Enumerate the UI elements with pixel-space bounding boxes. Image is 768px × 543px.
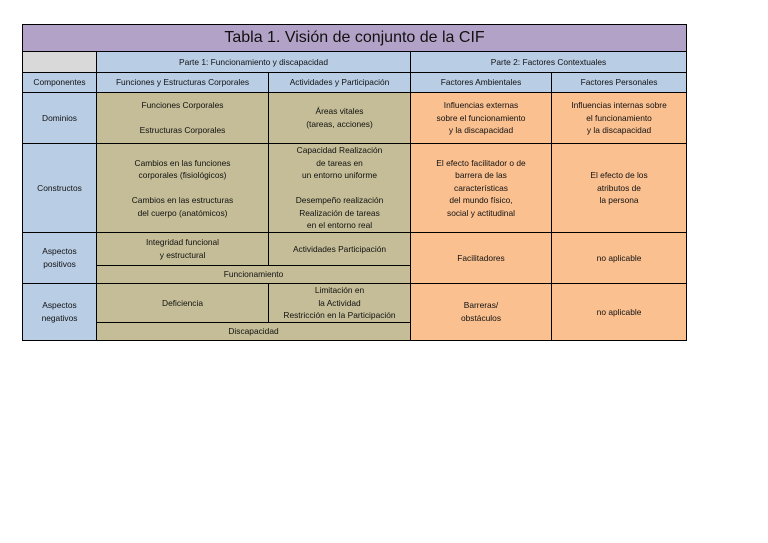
domain-personal-line: el funcionamiento — [586, 112, 652, 123]
construct-environmental-line: El efecto facilitador o de — [436, 157, 526, 168]
construct-activities-line: Desempeño realización — [295, 195, 384, 205]
positive-activities-cell: Actividades Participación — [269, 233, 411, 266]
positive-environmental-cell: Facilitadores — [411, 233, 552, 284]
construct-activities-line: Capacidad Realización — [296, 145, 383, 156]
table-title: Tabla 1. Visión de conjunto de la CIF — [23, 25, 687, 52]
construct-body-line: corporales (fisiológicos) — [138, 170, 227, 181]
construct-personal-line: atributos de — [597, 182, 641, 193]
component-personal-factors: Factores Personales — [552, 73, 687, 93]
construct-activities-line: Realización de tareas — [299, 207, 380, 218]
domain-activities-line: (tareas, acciones) — [306, 119, 373, 129]
construct-activities-line: de tareas en — [316, 157, 363, 168]
constructs-label: Constructos — [23, 144, 97, 233]
disability-merged-cell: Discapacidad — [97, 322, 411, 340]
negative-activities-line: Restricción en la Participación — [283, 310, 396, 321]
domain-personal-line: y la discapacidad — [586, 125, 652, 136]
construct-personal-line: El efecto de los — [590, 170, 648, 181]
construct-activities-line: un entorno uniforme — [302, 170, 377, 181]
construct-cell-activities — [269, 144, 411, 233]
domain-personal-line: Influencias internas sobre — [571, 100, 667, 111]
negative-label — [23, 284, 97, 341]
construct-personal-line: la persona — [599, 195, 639, 206]
negative-environmental-cell — [411, 284, 552, 341]
component-activities-participation: Actividades y Participación — [269, 73, 411, 93]
negative-environmental-line: obstáculos — [460, 312, 502, 323]
negative-row — [23, 284, 687, 323]
parts-row — [23, 52, 687, 73]
constructs-row — [23, 144, 687, 233]
positive-body-line: Integridad funcional — [145, 237, 220, 248]
domain-environmental-line: y la discapacidad — [448, 125, 514, 136]
domain-body-line: Estructuras Corporales — [139, 125, 226, 135]
domains-label: Dominios — [23, 93, 97, 144]
negative-environmental-line: Barreras/ — [463, 300, 499, 311]
positive-row — [23, 233, 687, 266]
part1-header: Parte 1: Funcionamiento y discapacidad — [97, 52, 411, 73]
part2-header: Parte 2: Factores Contextuales — [411, 52, 687, 73]
negative-activities-cell — [269, 284, 411, 323]
negative-activities-line: Limitación en — [314, 285, 365, 295]
construct-activities-line: en el entorno real — [306, 220, 373, 231]
components-row — [23, 73, 687, 93]
functioning-merged-cell: Funcionamiento — [97, 266, 411, 284]
construct-cell-body — [97, 144, 269, 233]
corner-cell — [23, 52, 97, 73]
positive-body-cell — [97, 233, 269, 266]
component-environmental-factors: Factores Ambientales — [411, 73, 552, 93]
construct-cell-personal — [552, 144, 687, 233]
positive-body-line: y estructural — [159, 250, 206, 260]
positive-personal-cell: no aplicable — [552, 233, 687, 284]
domain-cell-activities — [269, 93, 411, 144]
construct-cell-environmental — [411, 144, 552, 233]
domain-cell-body — [97, 93, 269, 144]
domain-environmental-line: Influencias externas — [443, 100, 519, 111]
domain-environmental-line: sobre el funcionamiento — [436, 112, 526, 123]
construct-environmental-line: del mundo físico, — [449, 195, 513, 206]
construct-environmental-line: barrera de las — [455, 170, 507, 181]
construct-body-line: Cambios en las funciones — [134, 157, 231, 168]
positive-label-line: positivos — [43, 259, 76, 269]
domain-cell-environmental — [411, 93, 552, 144]
construct-environmental-line: social y actitudinal — [447, 207, 515, 218]
construct-body-line: Cambios en las estructuras — [131, 195, 234, 205]
component-body-functions-structures: Funciones y Estructuras Corporales — [97, 73, 269, 93]
positive-label — [23, 233, 97, 284]
domains-row — [23, 93, 687, 144]
negative-body-cell: Deficiencia — [97, 284, 269, 323]
domain-activities-line: Áreas vitales — [315, 106, 364, 117]
cif-overview-table — [22, 24, 687, 341]
negative-personal-cell: no aplicable — [552, 284, 687, 341]
construct-environmental-line: características — [454, 182, 508, 193]
title-row — [23, 25, 687, 52]
negative-label-line: Aspectos — [42, 300, 77, 311]
construct-body-line: del cuerpo (anatómicos) — [137, 207, 228, 218]
positive-label-line: Aspectos — [42, 246, 77, 257]
domain-cell-personal — [552, 93, 687, 144]
components-label: Componentes — [23, 73, 97, 93]
domain-body-line: Funciones Corporales — [141, 100, 224, 111]
negative-activities-line: la Actividad — [318, 297, 361, 308]
negative-label-line: negativos — [41, 312, 78, 323]
